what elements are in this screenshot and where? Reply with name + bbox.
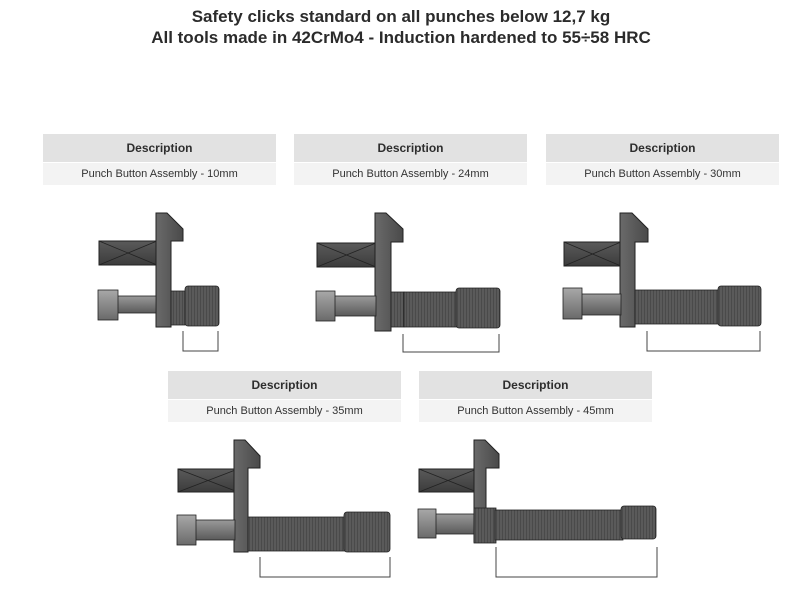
spec-table-45mm (419, 371, 652, 422)
table-cell-description: Punch Button Assembly - 45mm (419, 400, 652, 422)
table-header: Description (168, 371, 401, 399)
table-header: Description (546, 134, 779, 162)
spec-table-10mm (43, 134, 276, 185)
bolt-head (98, 290, 118, 320)
dimension-bracket (183, 331, 218, 351)
punch-button (185, 286, 219, 326)
table-cell-description: Punch Button Assembly - 10mm (43, 163, 276, 185)
spec-table-30mm (546, 134, 779, 185)
header-line-1: Safety clicks standard on all punches below 12,7 kg (191, 7, 611, 26)
spec-table-35mm (168, 371, 401, 422)
table-header: Description (43, 134, 276, 162)
table-header: Description (294, 134, 527, 162)
punch-drawing-30mm (560, 210, 770, 355)
table-cell-description: Punch Button Assembly - 35mm (168, 400, 401, 422)
punch-drawing-10mm (95, 210, 225, 355)
spec-table-24mm (294, 134, 527, 185)
punch-drawing-35mm (174, 438, 399, 583)
page-header (0, 6, 802, 48)
punch-drawing-24mm (313, 210, 508, 355)
punch-drawing-45mm (415, 438, 665, 583)
table-cell-description: Punch Button Assembly - 24mm (294, 163, 527, 185)
table-cell-description: Punch Button Assembly - 30mm (546, 163, 779, 185)
table-header: Description (419, 371, 652, 399)
header-line-2: All tools made in 42CrMo4 - Induction hardened to 55÷58 HRC (151, 28, 651, 47)
shank (117, 296, 156, 313)
